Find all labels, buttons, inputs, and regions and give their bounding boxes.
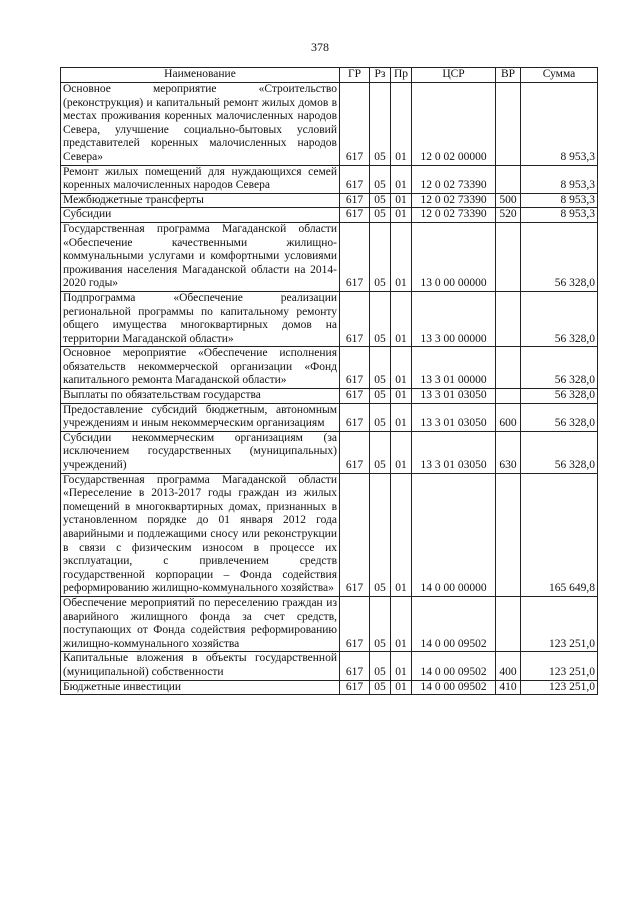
- cell-name: Капитальные вложения в объекты государственной (муниципальной) собственности: [61, 652, 340, 680]
- cell-gr: 617: [340, 431, 370, 473]
- table-row: [61, 347, 598, 389]
- cell-name: Предоставление субсидий бюджетным, автономным учреждениям и иным некоммерческим организациям: [61, 403, 340, 431]
- cell-gr: 617: [340, 473, 370, 596]
- cell-name: Основное мероприятие «Строительство (реконструкция) и капитальный ремонт жилых домов в местах проживания коренных малочисленных народов Севера, улучшение социально-бытовых условий представителей коренных малочисленных народов Севера»: [61, 83, 340, 166]
- cell-pr: 01: [391, 680, 412, 695]
- cell-pr: 01: [391, 193, 412, 208]
- table-row: [61, 389, 598, 404]
- cell-pr: 01: [391, 596, 412, 651]
- cell-pr: 01: [391, 222, 412, 291]
- cell-sum: 56 328,0: [521, 222, 598, 291]
- cell-gr: 617: [340, 596, 370, 651]
- cell-csr: 13 0 00 00000: [412, 222, 496, 291]
- cell-name: Межбюджетные трансферты: [61, 193, 340, 208]
- header-vr: ВР: [496, 68, 521, 83]
- cell-sum: 56 328,0: [521, 403, 598, 431]
- cell-pr: 01: [391, 291, 412, 346]
- cell-csr: 13 3 01 03050: [412, 389, 496, 404]
- table-row: [61, 208, 598, 223]
- table-row: [61, 83, 598, 166]
- cell-name: Обеспечение мероприятий по переселению граждан из аварийного жилищного фонда за счет средств, поступающих от Фонда содействия реформированию жилищно-коммунального хозяйства: [61, 596, 340, 651]
- table-row: [61, 165, 598, 193]
- cell-pr: 01: [391, 347, 412, 389]
- cell-sum: 56 328,0: [521, 347, 598, 389]
- table-row: [61, 291, 598, 346]
- cell-pr: 01: [391, 652, 412, 680]
- cell-csr: 13 3 01 03050: [412, 431, 496, 473]
- cell-gr: 617: [340, 165, 370, 193]
- cell-sum: 123 251,0: [521, 596, 598, 651]
- cell-vr: 500: [496, 193, 521, 208]
- table-row: [61, 596, 598, 651]
- cell-rz: 05: [370, 680, 391, 695]
- table-row: [61, 193, 598, 208]
- header-pr: Пр: [391, 68, 412, 83]
- cell-pr: 01: [391, 389, 412, 404]
- cell-name: Подпрограмма «Обеспечение реализации региональной программы по капитальному ремонту общего имущества многоквартирных домов на территории Магаданской области»: [61, 291, 340, 346]
- cell-csr: 12 0 02 73390: [412, 208, 496, 223]
- header-gr: ГР: [340, 68, 370, 83]
- cell-rz: 05: [370, 165, 391, 193]
- cell-name: Субсидии некоммерческим организациям (за исключением государственных (муниципальных) учреждений): [61, 431, 340, 473]
- cell-name: Основное мероприятие «Обеспечение исполнения обязательств некоммерческой организации «Фонд капитального ремонта Магаданской области»: [61, 347, 340, 389]
- table-row: [61, 403, 598, 431]
- cell-rz: 05: [370, 473, 391, 596]
- budget-table: [60, 67, 598, 695]
- cell-pr: 01: [391, 208, 412, 223]
- cell-gr: 617: [340, 83, 370, 166]
- cell-gr: 617: [340, 389, 370, 404]
- cell-csr: 12 0 02 73390: [412, 193, 496, 208]
- header-csr: ЦСР: [412, 68, 496, 83]
- cell-sum: 8 953,3: [521, 83, 598, 166]
- cell-gr: 617: [340, 403, 370, 431]
- table-row: [61, 652, 598, 680]
- table-row: [61, 431, 598, 473]
- cell-name: Государственная программа Магаданской области «Обеспечение качественными жилищно-коммунальными услугами и комфортными условиями проживания населения Магаданской области на 2014-2020 годы»: [61, 222, 340, 291]
- cell-pr: 01: [391, 165, 412, 193]
- cell-rz: 05: [370, 403, 391, 431]
- cell-rz: 05: [370, 431, 391, 473]
- cell-vr: 630: [496, 431, 521, 473]
- cell-pr: 01: [391, 83, 412, 166]
- header-sum: Сумма: [521, 68, 598, 83]
- cell-sum: 8 953,3: [521, 165, 598, 193]
- cell-name: Ремонт жилых помещений для нуждающихся семей коренных малочисленных народов Севера: [61, 165, 340, 193]
- table-body: [61, 83, 598, 695]
- cell-rz: 05: [370, 291, 391, 346]
- cell-sum: 8 953,3: [521, 193, 598, 208]
- cell-rz: 05: [370, 389, 391, 404]
- cell-name: Бюджетные инвестиции: [61, 680, 340, 695]
- cell-rz: 05: [370, 83, 391, 166]
- cell-sum: 56 328,0: [521, 389, 598, 404]
- cell-gr: 617: [340, 193, 370, 208]
- cell-vr: 600: [496, 403, 521, 431]
- cell-rz: 05: [370, 347, 391, 389]
- cell-csr: 14 0 00 09502: [412, 652, 496, 680]
- cell-gr: 617: [340, 652, 370, 680]
- cell-sum: 123 251,0: [521, 652, 598, 680]
- cell-vr: 410: [496, 680, 521, 695]
- table-row: [61, 222, 598, 291]
- cell-vr: 400: [496, 652, 521, 680]
- cell-csr: 13 3 00 00000: [412, 291, 496, 346]
- cell-name: Субсидии: [61, 208, 340, 223]
- cell-csr: 12 0 02 00000: [412, 83, 496, 166]
- cell-vr: [496, 596, 521, 651]
- cell-csr: 14 0 00 00000: [412, 473, 496, 596]
- cell-vr: [496, 83, 521, 166]
- table-row: [61, 473, 598, 596]
- cell-vr: [496, 347, 521, 389]
- cell-rz: 05: [370, 652, 391, 680]
- cell-gr: 617: [340, 291, 370, 346]
- cell-sum: 8 953,3: [521, 208, 598, 223]
- cell-csr: 14 0 00 09502: [412, 680, 496, 695]
- cell-vr: [496, 389, 521, 404]
- cell-pr: 01: [391, 403, 412, 431]
- table-header-row: [61, 68, 598, 83]
- cell-vr: [496, 473, 521, 596]
- cell-sum: 165 649,8: [521, 473, 598, 596]
- cell-gr: 617: [340, 222, 370, 291]
- cell-vr: [496, 222, 521, 291]
- cell-sum: 56 328,0: [521, 431, 598, 473]
- cell-csr: 14 0 00 09502: [412, 596, 496, 651]
- cell-name: Выплаты по обязательствам государства: [61, 389, 340, 404]
- page-number: 378: [311, 40, 329, 54]
- cell-sum: 123 251,0: [521, 680, 598, 695]
- cell-gr: 617: [340, 680, 370, 695]
- cell-gr: 617: [340, 347, 370, 389]
- cell-vr: [496, 165, 521, 193]
- table-row: [61, 680, 598, 695]
- cell-csr: 13 3 01 03050: [412, 403, 496, 431]
- cell-pr: 01: [391, 473, 412, 596]
- cell-sum: 56 328,0: [521, 291, 598, 346]
- cell-rz: 05: [370, 596, 391, 651]
- header-name: Наименование: [61, 68, 340, 83]
- cell-pr: 01: [391, 431, 412, 473]
- cell-vr: 520: [496, 208, 521, 223]
- cell-vr: [496, 291, 521, 346]
- cell-rz: 05: [370, 208, 391, 223]
- cell-rz: 05: [370, 222, 391, 291]
- header-rz: Рз: [370, 68, 391, 83]
- cell-csr: 12 0 02 73390: [412, 165, 496, 193]
- cell-rz: 05: [370, 193, 391, 208]
- cell-csr: 13 3 01 00000: [412, 347, 496, 389]
- cell-name: Государственная программа Магаданской области «Переселение в 2013-2017 годы граждан из жилых помещений в многоквартирных домах, признанных в установленном порядке до 01 января 2012 года аварийными и подлежащими сносу или реконструкции в связи с физическим износом в процессе их эксплуатации, с привлечением средств государственной корпорации – Фонда содействия реформированию жилищно-коммунального хозяйства»: [61, 473, 340, 596]
- cell-gr: 617: [340, 208, 370, 223]
